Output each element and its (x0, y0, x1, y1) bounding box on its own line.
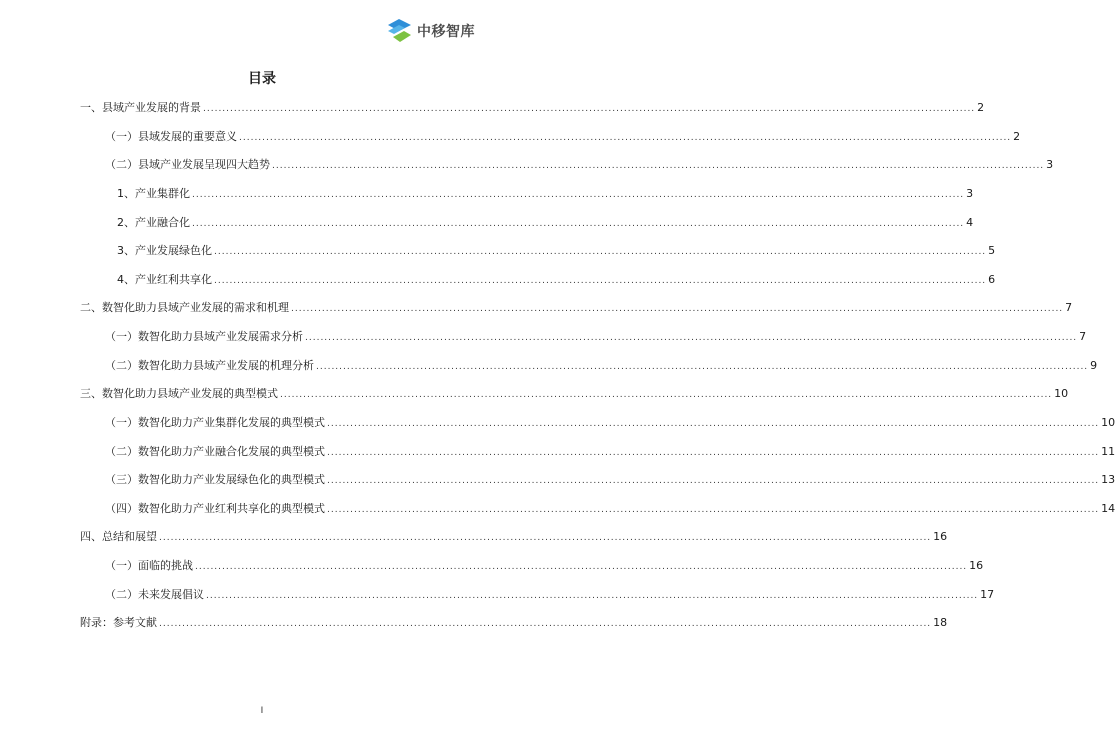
toc-entry-page: 7 (1065, 301, 1073, 315)
dot-leader: ........................................................................................................................................................................................................ (316, 361, 1089, 372)
toc-entry-label: 3、产业发展绿色化 (117, 244, 212, 258)
toc-entry-page: 5 (988, 244, 996, 258)
toc-entry[interactable] (80, 609, 948, 638)
dot-leader: ........................................................................................................................................................................................................ (327, 504, 1100, 515)
toc-entry-label: 1、产业集群化 (117, 186, 190, 200)
toc-entry-page: 4 (966, 215, 974, 229)
toc-entry-label: （一）数智化助力产业集群化发展的典型模式 (105, 415, 325, 429)
toc-entry-label: （一）县域发展的重要意义 (105, 129, 237, 143)
toc-entry-page: 18 (933, 616, 948, 630)
toc-entry[interactable] (80, 294, 1073, 323)
toc-entry-label: （二）县域产业发展呈现四大趋势 (105, 158, 270, 172)
toc-entry-page: 10 (1101, 415, 1115, 429)
dot-leader: ........................................................................................................................................................................................................ (272, 161, 1045, 172)
brand-logo (384, 16, 475, 46)
toc-entry[interactable] (80, 552, 984, 581)
toc-entry[interactable] (80, 94, 985, 123)
toc-entry[interactable] (80, 581, 995, 610)
toc-entry-page: 13 (1101, 473, 1115, 487)
toc-entry-page: 6 (988, 272, 996, 286)
page-title: 目录 (248, 71, 276, 87)
toc-entry-label: 四、总结和展望 (80, 530, 157, 544)
toc-entry-page: 16 (969, 559, 984, 572)
dot-leader: ........................................................................................................................................................................................................ (192, 189, 965, 200)
toc-entry-label: 2、产业融合化 (117, 215, 190, 229)
dot-leader: ........................................................................................................................................................................................................ (327, 476, 1100, 487)
toc-entry[interactable] (80, 466, 1115, 495)
toc-entry[interactable] (80, 438, 1115, 467)
dot-leader: ........................................................................................................................................................................................................ (327, 447, 1100, 458)
toc-entry-label: （一）数智化助力县域产业发展需求分析 (105, 330, 303, 343)
toc-entry[interactable] (80, 180, 974, 209)
dot-leader: ........................................................................................................................................................................................................ (159, 619, 932, 630)
toc-entry-page: 2 (1013, 129, 1021, 143)
toc-entry-page: 9 (1090, 358, 1098, 372)
toc-entry-page: 7 (1079, 330, 1087, 343)
dot-leader: ........................................................................................................................................................................................................ (327, 418, 1100, 429)
table-of-contents (80, 94, 1115, 638)
toc-entry[interactable] (80, 266, 996, 295)
dot-leader: ........................................................................................................................................................................................................ (159, 533, 932, 544)
toc-entry-label: （二）数智化助力县域产业发展的机理分析 (105, 358, 314, 372)
toc-entry-page: 10 (1054, 387, 1069, 401)
toc-entry[interactable] (80, 352, 1098, 381)
brand-name: 中移智库 (417, 24, 475, 40)
toc-entry[interactable] (80, 209, 974, 238)
dot-leader: ........................................................................................................................................................................................................ (239, 132, 1012, 143)
dot-leader: ........................................................................................................................................................................................................ (291, 304, 1064, 315)
toc-entry-label: （三）数智化助力产业发展绿色化的典型模式 (105, 473, 325, 487)
toc-entry-page: 11 (1101, 444, 1115, 458)
toc-entry-page: 17 (980, 587, 995, 601)
toc-entry[interactable] (80, 123, 1021, 152)
toc-entry[interactable] (80, 151, 1054, 180)
page-number: I (260, 706, 264, 716)
toc-entry-label: （四）数智化助力产业红利共享化的典型模式 (105, 501, 325, 515)
toc-entry[interactable] (80, 380, 1069, 409)
toc-entry-label: 三、数智化助力县域产业发展的典型模式 (80, 387, 278, 401)
dot-leader: ........................................................................................................................................................................................................ (192, 218, 965, 229)
dot-leader: ........................................................................................................................................................................................................ (214, 247, 987, 258)
toc-entry[interactable] (80, 523, 948, 552)
toc-entry-page: 3 (1046, 158, 1054, 172)
toc-entry[interactable] (80, 237, 996, 266)
toc-entry-label: 一、县域产业发展的背景 (80, 101, 201, 114)
toc-entry-label: 二、数智化助力县域产业发展的需求和机理 (80, 301, 289, 315)
toc-entry-page: 3 (966, 186, 974, 200)
toc-entry-label: 4、产业红利共享化 (117, 272, 212, 286)
toc-entry-label: （二）数智化助力产业融合化发展的典型模式 (105, 444, 325, 458)
toc-entry[interactable] (80, 495, 1115, 524)
toc-entry-page: 2 (977, 101, 985, 114)
china-mobile-logo-icon (384, 16, 414, 46)
dot-leader: ........................................................................................................................................................................................................ (203, 104, 976, 114)
dot-leader: ........................................................................................................................................................................................................ (195, 562, 968, 572)
dot-leader: ........................................................................................................................................................................................................ (305, 333, 1078, 343)
toc-entry-label: 附录：参考文献 (80, 616, 157, 630)
toc-entry-page: 16 (933, 530, 948, 544)
toc-entry[interactable] (80, 323, 1087, 352)
toc-entry-page: 14 (1101, 501, 1115, 515)
dot-leader: ........................................................................................................................................................................................................ (280, 390, 1053, 401)
dot-leader: ........................................................................................................................................................................................................ (206, 590, 979, 601)
dot-leader: ........................................................................................................................................................................................................ (214, 275, 987, 286)
toc-entry-label: （一）面临的挑战 (105, 559, 193, 572)
toc-entry[interactable] (80, 409, 1115, 438)
toc-entry-label: （二）未来发展倡议 (105, 587, 204, 601)
